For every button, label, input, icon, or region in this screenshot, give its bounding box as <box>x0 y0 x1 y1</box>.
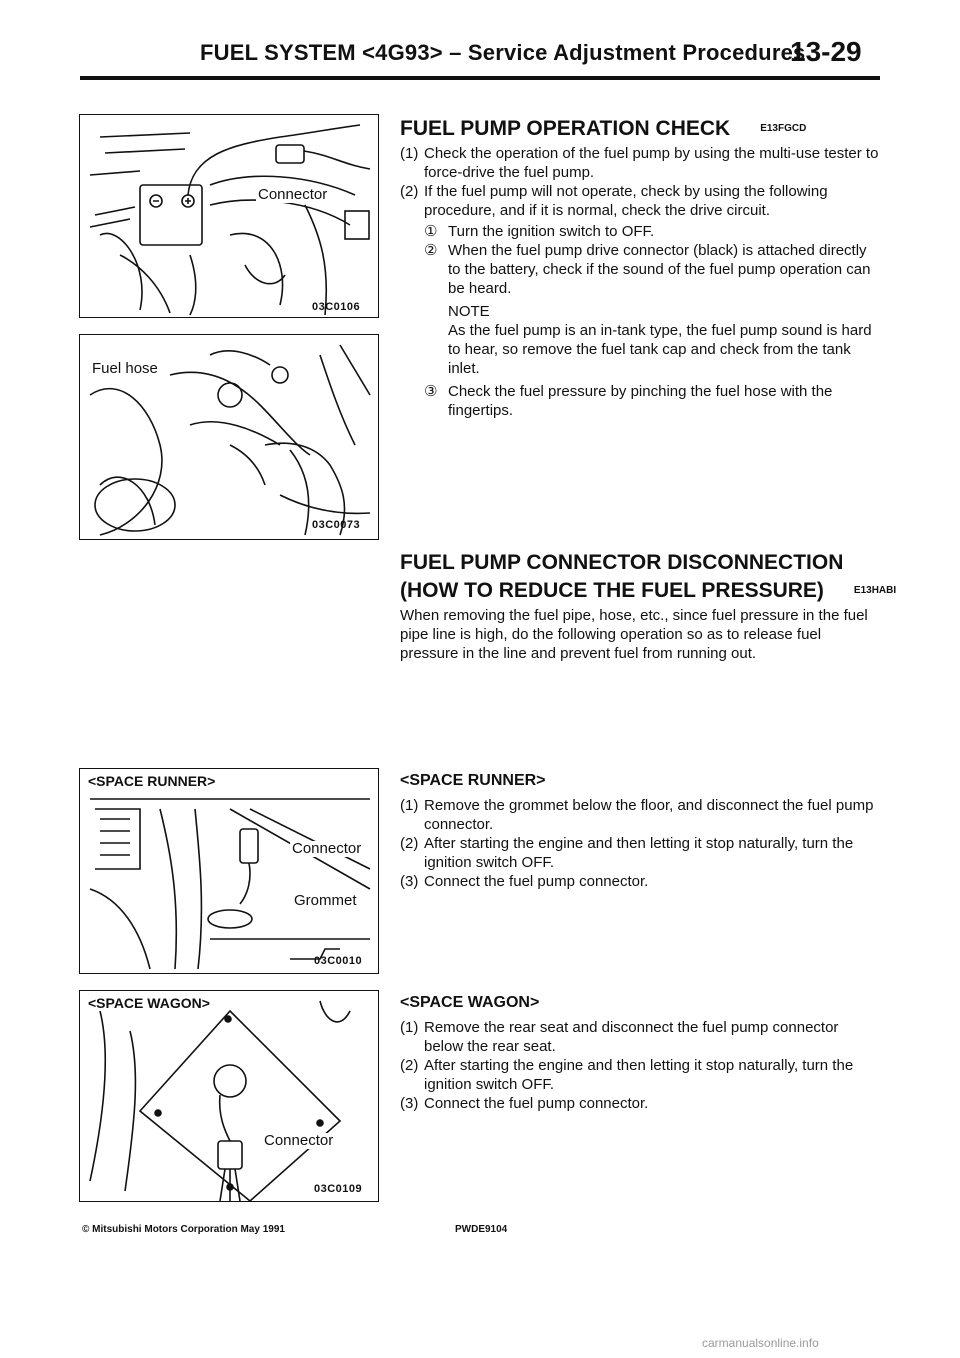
item-number: (2) <box>400 183 419 200</box>
figure3-connector-label: Connector <box>292 840 362 857</box>
runner-title: <SPACE RUNNER> <box>400 772 546 789</box>
item-text: After starting the engine and then letting it stop naturally, turn the ignition switch OFF. <box>424 1057 854 1093</box>
runner-item-3 <box>400 872 880 891</box>
section1-item-2 <box>400 182 880 220</box>
figure-battery-connector <box>79 114 379 318</box>
figure3-grommet-label: Grommet <box>294 892 357 909</box>
item-number: (1) <box>400 145 419 162</box>
wagon-item-1 <box>400 1018 880 1056</box>
footer-copyright: © Mitsubishi Motors Corporation May 1991 <box>82 1224 285 1235</box>
item-number: (1) <box>400 1019 419 1036</box>
figure2-fuel-hose-label: Fuel hose <box>92 360 158 377</box>
figure4-title: <SPACE WAGON> <box>88 995 210 1011</box>
section1-subitem-2 <box>424 241 880 298</box>
figure3-title: <SPACE RUNNER> <box>88 773 216 789</box>
section1-note-label: NOTE <box>448 303 490 320</box>
section2-title-line2 <box>400 578 896 604</box>
figure1-connector-label: Connector <box>258 186 328 203</box>
wagon-item-3 <box>400 1094 880 1113</box>
battery-connector-illustration <box>80 115 378 317</box>
section2-intro: When removing the fuel pipe, hose, etc., since fuel pressure in the fuel pipe line is high, do the following operation so as to release fuel pressure in the line and prevent fuel from running out. <box>400 607 868 662</box>
figure1-code: 03C0106 <box>312 301 361 313</box>
subitem-number: ① <box>424 223 438 240</box>
space-wagon-illustration <box>80 991 378 1201</box>
runner-item-2 <box>400 834 880 872</box>
subitem-text: Turn the ignition switch to OFF. <box>448 223 655 240</box>
section1-subitem-3 <box>424 382 880 420</box>
section1-note-text: As the fuel pump is an in-tank type, the fuel pump sound is hard to hear, so remove the fuel tank cap and check from the tank inlet. <box>448 322 872 377</box>
figure-space-runner <box>79 768 379 974</box>
section2-code: E13HABI <box>853 585 897 597</box>
subitem-text: Check the fuel pressure by pinching the fuel hose with the fingertips. <box>448 383 833 419</box>
section2-title-line1: FUEL PUMP CONNECTOR DISCONNECTION <box>400 551 844 574</box>
item-text: Remove the rear seat and disconnect the fuel pump connector below the rear seat. <box>424 1019 839 1055</box>
page-header-title: FUEL SYSTEM <4G93> – Service Adjustment Procedures <box>200 40 806 65</box>
item-number: (3) <box>400 1095 419 1112</box>
figure4-connector-label: Connector <box>264 1132 334 1149</box>
figure4-code: 03C0109 <box>314 1183 363 1195</box>
figure2-code: 03C0073 <box>312 519 361 531</box>
figure-fuel-hose <box>79 334 379 540</box>
section1-title <box>400 116 806 142</box>
footer-doc-code: PWDE9104 <box>455 1224 508 1235</box>
wagon-item-2 <box>400 1056 880 1094</box>
section1-subitem-1 <box>424 222 880 241</box>
item-text: Connect the fuel pump connector. <box>424 1095 649 1112</box>
figure3-code: 03C0010 <box>314 955 363 967</box>
item-number: (3) <box>400 873 419 890</box>
runner-item-1 <box>400 796 880 834</box>
item-number: (1) <box>400 797 419 814</box>
subitem-number: ② <box>424 242 438 259</box>
page-number: 13-29 <box>790 36 862 67</box>
figure-space-wagon <box>79 990 379 1202</box>
item-text: Check the operation of the fuel pump by using the multi-use tester to force-drive the fuel pump. <box>424 145 879 181</box>
item-text: After starting the engine and then letting it stop naturally, turn the ignition switch OFF. <box>424 835 854 871</box>
space-runner-illustration <box>80 769 378 973</box>
item-number: (2) <box>400 835 419 852</box>
section1-item-1 <box>400 144 880 182</box>
item-text: Remove the grommet below the floor, and disconnect the fuel pump connector. <box>424 797 874 833</box>
wagon-title: <SPACE WAGON> <box>400 994 540 1011</box>
item-text: Connect the fuel pump connector. <box>424 873 649 890</box>
section1-code: E13FGCD <box>760 123 807 135</box>
item-number: (2) <box>400 1057 419 1074</box>
subitem-text: When the fuel pump drive connector (black) is attached directly to the battery, check if the sound of the fuel pump operation can be heard. <box>448 242 871 297</box>
subitem-number: ③ <box>424 383 438 400</box>
section2-title-line2-text: (HOW TO REDUCE THE FUEL PRESSURE) <box>400 579 824 602</box>
item-text: If the fuel pump will not operate, check by using the following procedure, and if it is normal, check the drive circuit. <box>424 183 828 219</box>
header-rule <box>80 76 880 80</box>
watermark-text: carmanualsonline.info <box>702 1336 819 1350</box>
section1-title-text: FUEL PUMP OPERATION CHECK <box>400 117 731 140</box>
